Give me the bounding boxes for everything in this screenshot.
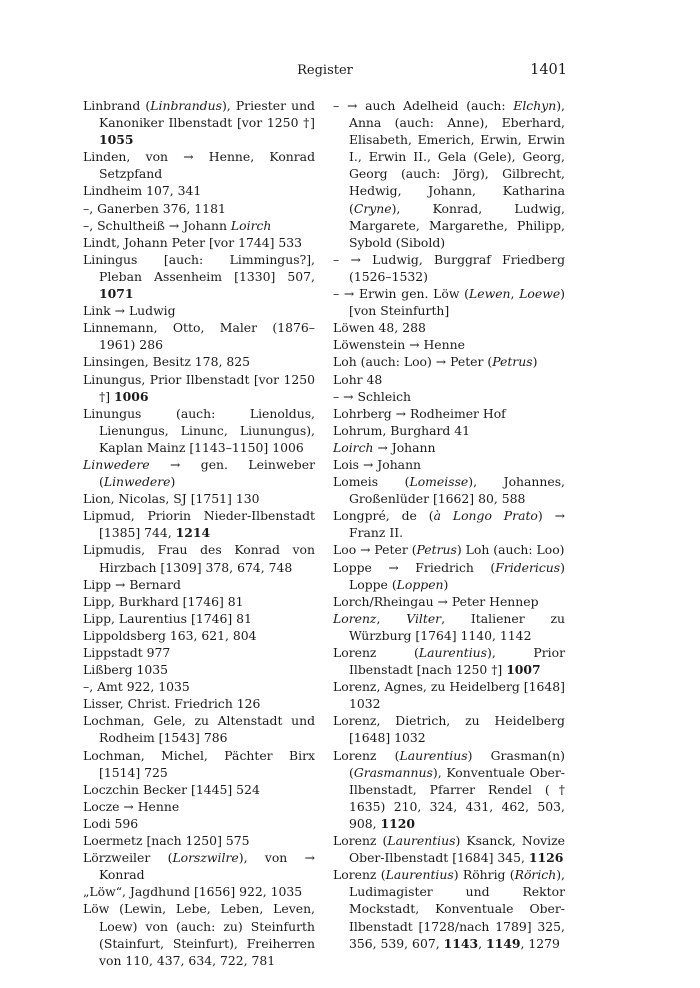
index-entry: Lorenz, Dietrich, zu Heidelberg [1648] 1032	[333, 713, 565, 746]
index-entry: Lorenz (Laurentius) Röhrig (Rörich), Ludimagister und Rektor Mockstadt, Konventuale Ober-Ilbenstadt [1728/nach 1789] 325, 356, 539, 607, 1143, 1149, 1279	[333, 867, 565, 951]
page-header	[83, 62, 567, 84]
index-entry: Lohrum, Burghard 41	[333, 422, 471, 438]
index-entry: Lorenz, Agnes, zu Heidelberg [1648] 1032	[333, 679, 565, 712]
index-entry: Linungus (auch: Lienoldus, Lienungus, Linunc, Liunungus), Kaplan Mainz [1143–1150] 1006	[83, 405, 315, 455]
index-entry: Lion, Nicolas, SJ [1751] 130	[83, 491, 260, 507]
index-entry: Lorch/Rheingau → Peter Hennep	[333, 593, 539, 609]
index-entry: Lindt, Johann Peter [vor 1744] 533	[83, 234, 303, 250]
index-entry: Lipp, Laurentius [1746] 81	[83, 610, 252, 626]
index-entry: Link → Ludwig	[83, 303, 176, 319]
index-entry: Liningus [auch: Limmingus?], Pleban Assenheim [1330] 507, 1071	[83, 251, 315, 302]
index-entry: Loh (auch: Loo) → Peter (Petrus)	[333, 354, 538, 370]
index-entry: Linsingen, Besitz 178, 825	[83, 354, 250, 370]
index-entry: Lois → Johann	[333, 456, 422, 472]
index-entry: „Löw“, Jagdhund [1656] 922, 1035	[83, 884, 303, 900]
index-entry: Loo → Peter (Petrus) Loh (auch: Loo)	[333, 542, 565, 558]
index-entry: – → Ludwig, Burggraf Friedberg (1526–1532)	[333, 251, 565, 284]
index-entry: Löwenstein → Henne	[333, 337, 465, 353]
index-entry: Lörzweiler (Lorszwilre), von → Konrad	[83, 850, 315, 883]
index-entry: Loppe → Friedrich (Fridericus) Loppe (Loppen)	[333, 559, 565, 592]
index-entry: Lorenz, Vilter, Italiener zu Würzburg [1764] 1140, 1142	[333, 610, 565, 643]
index-entry: Lindheim 107, 341	[83, 183, 202, 199]
index-entry: Linungus, Prior Ilbenstadt [vor 1250 †] 1006	[83, 371, 315, 404]
index-entry: Lochman, Gele, zu Altenstadt und Rodheim [1543] 786	[83, 713, 315, 746]
index-entry: Lomeis (Lomeisse), Johannes, Großenlüder [1662] 80, 588	[333, 474, 565, 507]
index-entry: Lorenz (Laurentius), Prior Ilbenstadt [nach 1250 †] 1007	[333, 645, 565, 678]
index-entry: Linden, von → Henne, Konrad Setzpfand	[83, 149, 315, 182]
index-entry: Löw (Lewin, Lebe, Leben, Leven, Loew) von (auch: zu) Steinfurth (Stainfurt, Steinfurt), Freiherren von 110, 437, 634, 722, 781	[83, 901, 315, 968]
index-entry: Lorenz (Laurentius) Grasman(n) (Grasmannus), Konventuale Ober-Ilbenstadt, Pfarrer Rendel († 1635) 210, 324, 431, 462, 503, 908, 1120	[333, 747, 565, 831]
index-entry: Lorenz (Laurentius) Ksanck, Novize Ober-Ilbenstadt [1684] 345, 1126	[333, 833, 565, 866]
index-entry: Lippstadt 977	[83, 645, 171, 660]
index-entry: –, Ganerben 376, 1181	[83, 200, 226, 216]
index-entry: Lipmudis, Frau des Konrad von Hirzbach [1309] 378, 674, 748	[83, 542, 315, 575]
running-title: Register	[297, 63, 353, 78]
index-column-right	[333, 97, 565, 952]
index-entry: Lipp, Burkhard [1746] 81	[83, 593, 244, 609]
index-entry: Locze → Henne	[83, 798, 180, 814]
index-entry: Loermetz [nach 1250] 575	[83, 833, 250, 849]
index-entry: Lippoldsberg 163, 621, 804	[83, 627, 257, 643]
index-entry: Loirch → Johann	[333, 439, 436, 455]
index-entry: – → Erwin gen. Löw (Lewen, Loewe) [von Steinfurth]	[333, 286, 565, 319]
index-column-left	[83, 97, 315, 969]
page-number: 1401	[530, 62, 567, 78]
index-entry: Löwen 48, 288	[333, 320, 426, 336]
index-entry: – → Schleich	[333, 388, 412, 404]
index-entry: Lipmud, Priorin Nieder-Ilbenstadt [1385] 744, 1214	[83, 508, 315, 541]
index-entry: Loczchin Becker [1445] 524	[83, 781, 260, 797]
index-entry: – → auch Adelheid (auch: Elchyn), Anna (auch: Anne), Eberhard, Elisabeth, Emerich, Erwin, Erwin I., Erwin II., Gela (Gele), Georg, Georg (auch: Jörg), Gilbrecht, Hedwig, Johann, Katharina (Cryne), Konrad, Ludwig, Margarete, Margarethe, Philipp, Sybold (Sibold)	[333, 98, 565, 250]
index-entry: Linwedere → gen. Leinweber (Linwedere)	[83, 456, 315, 490]
index-entry: Lodi 596	[83, 815, 139, 831]
index-entry: Lochman, Michel, Pächter Birx [1514] 725	[83, 747, 315, 780]
index-entry: –, Amt 922, 1035	[83, 679, 190, 695]
index-entry: Lisser, Christ. Friedrich 126	[83, 696, 261, 712]
index-entry: Lipp → Bernard	[83, 576, 181, 592]
index-entry: Longpré, de (à Longo Prato) → Franz II.	[333, 508, 566, 541]
index-entry: Linbrand (Linbrandus), Priester und Kanoniker Ilbenstadt [vor 1250 †] 1055	[83, 98, 315, 148]
index-entry: –, Schultheiß → Johann Loirch	[83, 217, 272, 233]
index-entry: Lißberg 1035	[83, 662, 169, 678]
index-entry: Lohr 48	[333, 371, 383, 387]
index-entry: Linnemann, Otto, Maler (1876–1961) 286	[83, 320, 315, 353]
index-entry: Lohrberg → Rodheimer Hof	[333, 405, 506, 421]
